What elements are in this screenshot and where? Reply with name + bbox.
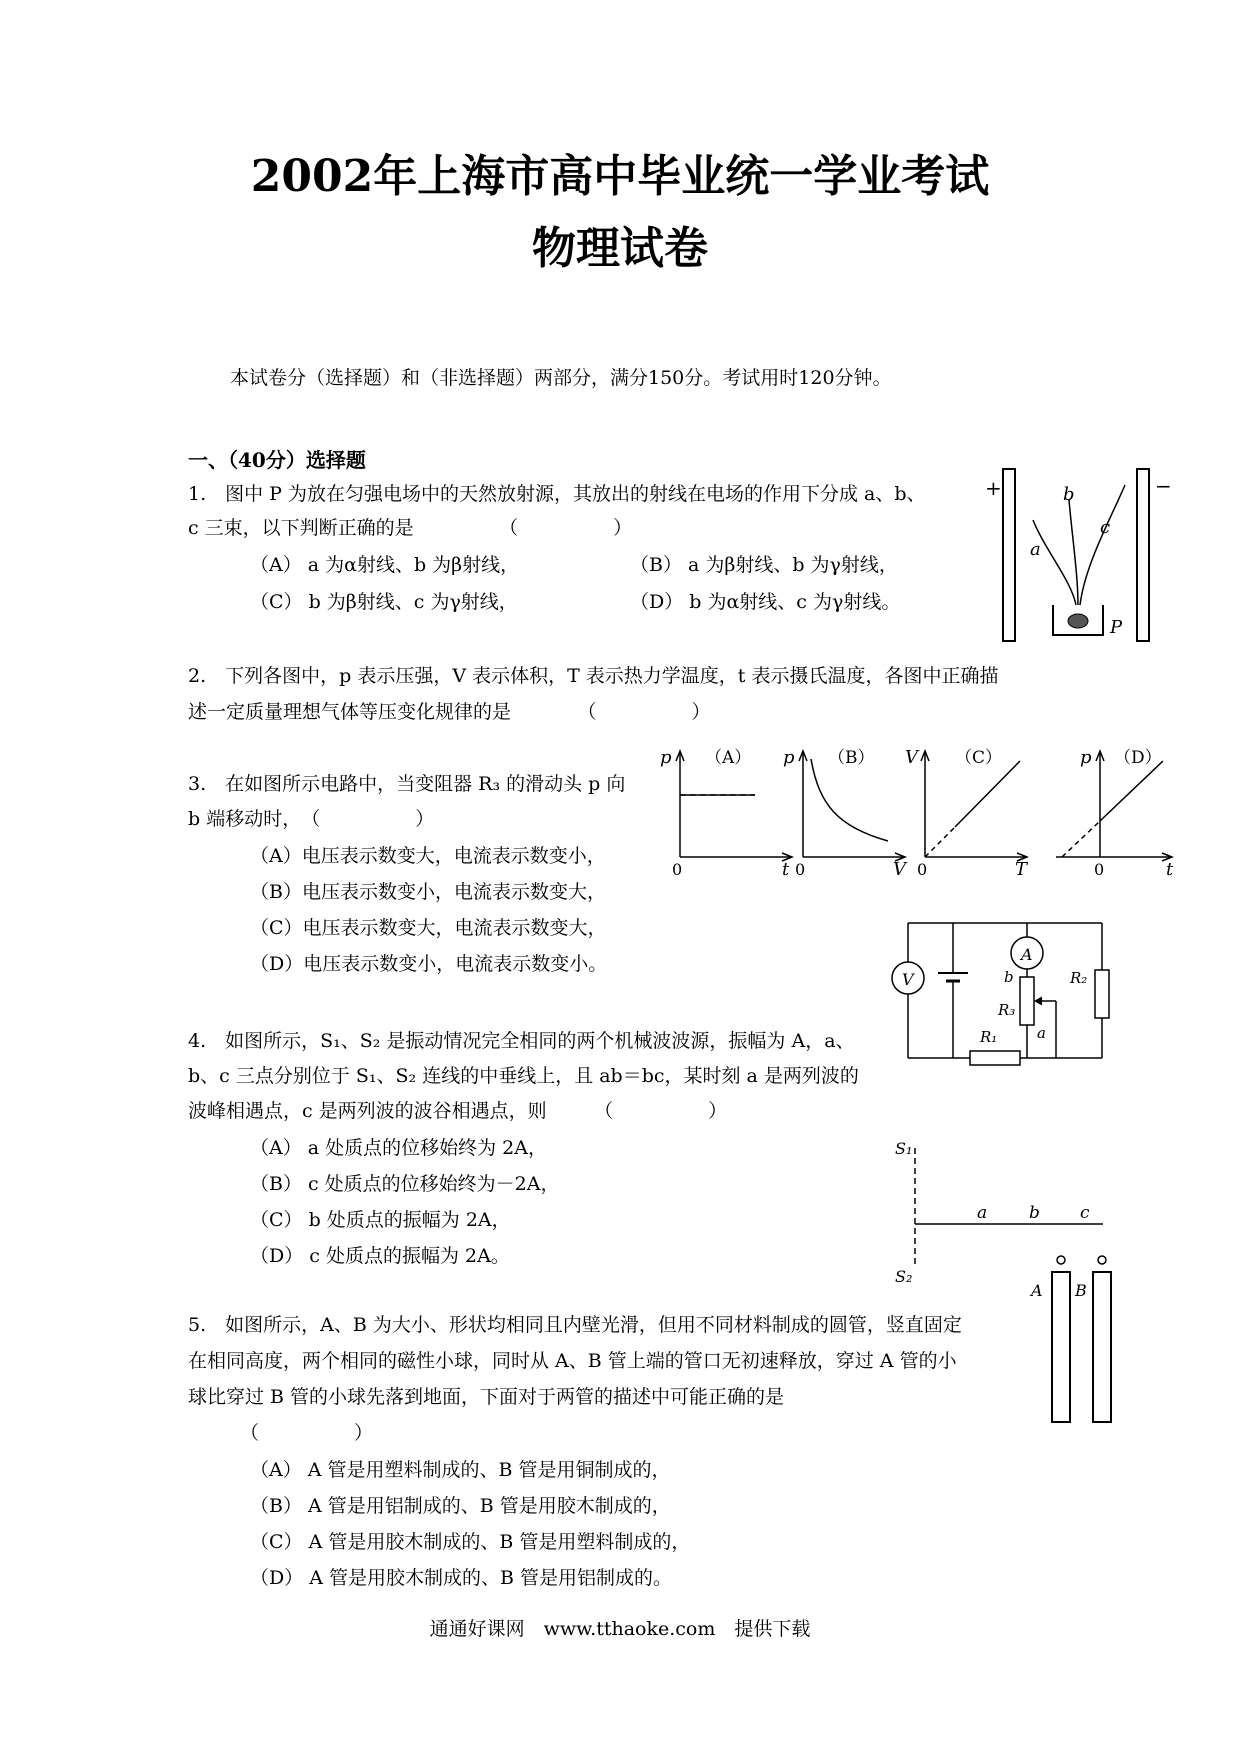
q5-option-d: （D） A 管是用胶木制成的、B 管是用铝制成的。 xyxy=(250,1567,673,1589)
q4-option-c: （C） b 处质点的振幅为 2A， xyxy=(250,1209,511,1231)
q3-option-c: （C）电压表示数变大，电流表示数变大， xyxy=(250,917,607,939)
q2-line1: 2. 下列各图中，p 表示压强，V 表示体积，T 表示热力学温度，t 表示摄氏温度，各图中正确描 xyxy=(188,665,999,687)
q3-r1-label: R₁ xyxy=(980,1028,998,1046)
q1-line2: c 三束，以下判断正确的是 （ ） xyxy=(188,517,633,539)
q2-graph-b xyxy=(783,745,913,880)
exam-title: 2002年上海市高中毕业统一学业考试 xyxy=(250,151,990,202)
q2-graph-c-xlabel: T xyxy=(1015,859,1028,880)
q4-s1-label: S₁ xyxy=(895,1139,913,1158)
q2-graph-b-origin: 0 xyxy=(795,860,806,879)
q4-s2-label: S₂ xyxy=(895,1267,913,1286)
q4-point-b-label: b xyxy=(1029,1203,1040,1223)
q1-ray-b-label: b xyxy=(1063,484,1075,505)
q1-plus-sign: + xyxy=(985,476,1002,500)
q2-graph-c-origin: 0 xyxy=(917,860,928,879)
exam-subtitle: 物理试卷 xyxy=(532,223,708,274)
q2-graph-a-label: （A） xyxy=(705,748,752,768)
q5-line4: （ ） xyxy=(240,1422,374,1444)
exam-intro: 本试卷分（选择题）和（非选择题）两部分，满分150分。考试用时120分钟。 xyxy=(230,367,892,389)
q2-line2: 述一定质量理想气体等压变化规律的是 （ ） xyxy=(188,701,711,723)
q1-option-a: （A） a 为α射线、b 为β射线， xyxy=(250,554,520,576)
q2-graph-a-line xyxy=(660,745,800,875)
q5-line3: 球比穿过 B 管的小球先落到地面，下面对于两管的描述中可能正确的是 xyxy=(188,1386,785,1408)
q4-option-a: （A） a 处质点的位移始终为 2A， xyxy=(250,1137,547,1159)
q2-graph-c xyxy=(905,745,1035,880)
q1-option-b: （B） a 为β射线、b 为γ射线， xyxy=(630,554,898,576)
q3-option-b: （B）电压表示数变小，电流表示数变大， xyxy=(250,881,606,903)
q1-source-p-label: P xyxy=(1110,617,1123,638)
q5-line1: 5. 如图所示，A、B 为大小、形状均相同且内壁光滑，但用不同材料制成的圆管，竖直固定 xyxy=(188,1314,962,1336)
q2-graph-d-origin: 0 xyxy=(1094,860,1105,879)
q1-option-c: （C） b 为β射线、c 为γ射线， xyxy=(250,591,518,613)
q3-line1: 3. 在如图所示电路中，当变阻器 R₃ 的滑动头 p 向 xyxy=(188,773,626,795)
q2-graph-b-label: （B） xyxy=(828,748,875,768)
q3-option-d: （D）电压表示数变小，电流表示数变小。 xyxy=(250,953,608,975)
q4-point-a-label: a xyxy=(977,1203,988,1223)
q2-graph-b-ylabel: p xyxy=(783,747,795,768)
q4-line2: b、c 三点分别位于 S₁、S₂ 连线的中垂线上，且 ab＝bc，某时刻 a 是两列波的 xyxy=(188,1065,859,1087)
q3-line2: b 端移动时， （ ） xyxy=(188,808,435,830)
q4-line1: 4. 如图所示，S₁、S₂ 是振动情况完全相同的两个机械波波源，振幅为 A，a、 xyxy=(188,1030,855,1052)
q5-tubes-figure xyxy=(1025,1250,1145,1430)
q2-graph-d-label: （D） xyxy=(1114,748,1162,768)
q1-line1: 1. 图中 P 为放在匀强电场中的天然放射源，其放出的射线在电场的作用下分成 a、b、 xyxy=(188,483,926,505)
q3-r2-label: R₂ xyxy=(1070,969,1088,987)
q2-graph-d xyxy=(1048,745,1188,880)
q2-graph-a-xlabel: t xyxy=(782,859,790,880)
q1-minus-sign: − xyxy=(1155,474,1172,498)
q4-point-c-label: c xyxy=(1080,1203,1090,1223)
q5-line2: 在相同高度，两个相同的磁性小球，同时从 A、B 管上端的管口无初速释放，穿过 A 管的小 xyxy=(188,1350,957,1372)
q1-ray-a-label: a xyxy=(1030,539,1041,560)
q5-option-c: （C） A 管是用胶木制成的、B 管是用塑料制成的， xyxy=(250,1531,691,1553)
q3-circuit-figure xyxy=(880,915,1120,1075)
q2-graph-a-origin: 0 xyxy=(672,860,683,879)
q2-graph-c-ylabel: V xyxy=(905,747,918,768)
q3-r3-label: R₃ xyxy=(998,1001,1016,1019)
q5-option-b: （B） A 管是用铝制成的、B 管是用胶木制成的， xyxy=(250,1495,671,1517)
q5-tube-b-label: B xyxy=(1075,1281,1087,1300)
page-footer: 通通好课网 www.tthaoke.com 提供下载 xyxy=(429,1618,811,1640)
q5-tube-a-label: A xyxy=(1031,1281,1043,1300)
q3-option-a: （A）电压表示数变大，电流表示数变小， xyxy=(250,845,606,867)
q2-graph-a-ylabel: p xyxy=(660,747,672,768)
q4-line3: 波峰相遇点，c 是两列波的波谷相遇点，则 （ ） xyxy=(188,1100,728,1122)
q2-graph-b-xlabel: V xyxy=(893,859,906,880)
q5-option-a: （A） A 管是用塑料制成的、B 管是用铜制成的， xyxy=(250,1459,671,1481)
q3-ammeter-label: A xyxy=(1021,945,1033,964)
q3-terminal-a-label: a xyxy=(1037,1024,1046,1042)
q2-graph-c-label: （C） xyxy=(955,748,1003,768)
q1-option-d: （D） b 为α射线、c 为γ射线。 xyxy=(630,591,901,613)
q1-ray-c-label: c xyxy=(1100,517,1111,538)
q4-option-d: （D） c 处质点的振幅为 2A。 xyxy=(250,1245,510,1267)
q3-terminal-b-label: b xyxy=(1004,968,1014,986)
q2-graph-d-ylabel: p xyxy=(1080,747,1092,768)
q4-option-b: （B） c 处质点的位移始终为－2A， xyxy=(250,1173,560,1195)
q2-graph-d-xlabel: t xyxy=(1166,859,1174,880)
q1-field-figure xyxy=(985,465,1185,645)
section-heading: 一、（40分）选择题 xyxy=(188,448,366,472)
q3-voltmeter-label: V xyxy=(902,970,914,989)
